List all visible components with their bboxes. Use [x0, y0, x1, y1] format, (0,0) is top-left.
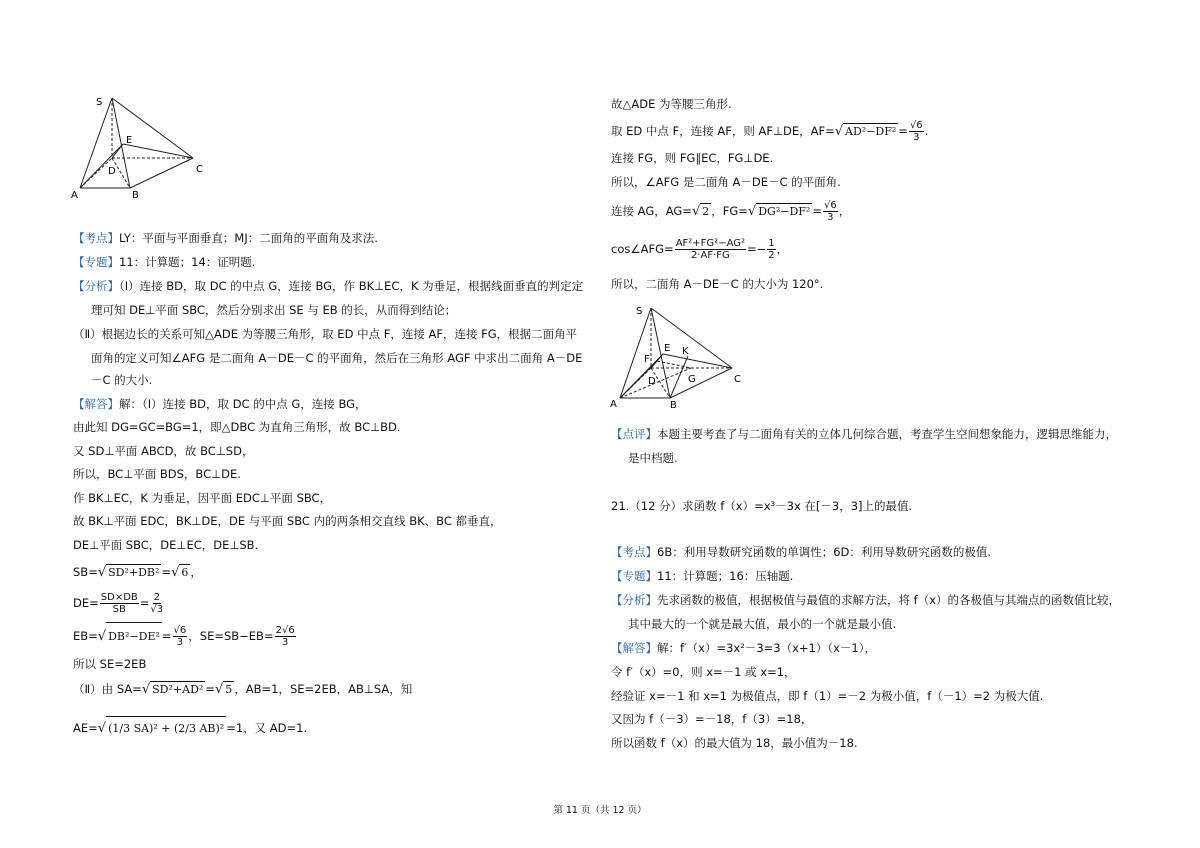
q21-fenxi-text-2: 其中最大的一个就是最大值，最小的一个就是最小值.	[628, 617, 897, 631]
part2-formula: （Ⅱ）由 SA=√ SD²+AD² =√ 5 ，AB=1，SE=2EB，AB⊥SA，知	[73, 682, 413, 697]
kaodian-line	[73, 230, 378, 246]
fg-end: ，	[838, 204, 851, 218]
af-denominator: 3	[913, 132, 920, 143]
fig2-label-c: C	[734, 374, 741, 385]
solution-line-4: 所以，BC⊥平面 BDS，BC⊥DE.	[73, 467, 241, 481]
de-denominator-2: √3	[150, 604, 164, 615]
fenxi-text-3: （Ⅱ）根据边长的关系可知△ADE 为等腰三角形，取 ED 中点 F，连接 AF，连接 FG，根据二面角平	[73, 327, 578, 341]
sb-label: SB=	[73, 565, 98, 579]
fenxi-text-5: －C 的大小.	[91, 373, 153, 387]
q21-jieda-tag: 【解答】	[611, 641, 657, 655]
zhuanti-line	[73, 254, 255, 270]
eb-eq: =	[161, 629, 172, 643]
de-eq: =	[139, 596, 150, 610]
question-21: 21.（12 分）求函数 f（x）=x³－3x 在[－3，3]上的最值.	[611, 499, 913, 513]
q21-zhuanti-text: 11：计算题；16：压轴题.	[657, 569, 794, 583]
cos-eq: =−	[747, 242, 767, 256]
zhuanti-text: 11：计算题；14：证明题.	[119, 255, 256, 269]
fig1-label-e: E	[126, 135, 133, 146]
se-numerator: 2√6	[275, 625, 295, 636]
cos-numerator: AF²+FG²−AG²	[675, 238, 745, 249]
q21-fenxi-tag: 【分析】	[611, 593, 657, 607]
jieda-text: 解：（Ⅰ）连接 BD，取 DC 的中点 G，连接 BG，	[119, 397, 367, 411]
fenxi-line	[73, 278, 583, 294]
right-line-3: 连接 FG，则 FG∥EC，FG⊥DE.	[611, 151, 774, 165]
fenxi-text-4: 面角的定义可知∠AFG 是二面角 A－DE－C 的平面角，然后在三角形 AGF 中求出二面角 A－DE	[91, 351, 583, 365]
fig1-label-d: D	[108, 166, 116, 177]
ae-label: AE=	[73, 721, 98, 735]
ag-value: 2	[702, 205, 710, 218]
cos-numerator-2: 1	[768, 238, 775, 249]
right-line-1: 故△ADE 为等腰三角形.	[611, 97, 732, 111]
fg-label: ，FG=	[711, 204, 748, 218]
q21-zhuanti-tag: 【专题】	[611, 569, 657, 583]
fenxi-text-2: 理可知 DE⊥平面 SBC，然后分别求出 SE 与 EB 的长，从而得到结论；	[91, 303, 457, 317]
sb-eq: =	[161, 565, 172, 579]
solution-line-5: 作 BK⊥EC，K 为垂足，因平面 EDC⊥平面 SBC，	[73, 491, 332, 505]
af-label: 取 ED 中点 F，连接 AF，则 AF⊥DE，AF=	[611, 124, 835, 138]
right-line-7: 所以，二面角 A－DE－C 的大小为 120°.	[611, 277, 824, 291]
de-label: DE=	[73, 596, 99, 610]
page-footer: 第 11 页（共 12 页）	[553, 805, 647, 816]
solution-line-2: 由此知 DG=GC=BG=1，即△DBC 为直角三角形，故 BC⊥BD.	[73, 420, 401, 434]
q21-jieda-line	[611, 640, 876, 656]
eb-denominator: 3	[176, 637, 184, 648]
ae-radicand: (1/3 SA)² + (2/3 AB)²	[106, 716, 226, 741]
kaodian-text: LY：平面与平面垂直；MJ：二面角的平面角及求法.	[119, 231, 378, 245]
jieda-tag: 【解答】	[73, 397, 119, 411]
fig2-label-s: S	[636, 306, 643, 317]
fg-denominator: 3	[827, 212, 834, 223]
de-denominator: SB	[112, 604, 126, 615]
fenxi-tag: 【分析】	[73, 279, 119, 293]
sa-value: 5	[225, 683, 233, 696]
zhuanti-tag: 【专题】	[73, 255, 119, 269]
af-formula: 取 ED 中点 F，连接 AF，则 AF⊥DE，AF=√ AD²−DF² = $\frac{√6}{3}$ .	[611, 120, 929, 143]
ae-formula: AE=√ (1/3 SA)² + (2/3 AB)² =1，又 AD=1.	[73, 716, 307, 741]
right-line-4: 所以，∠AFG 是二面角 A－DE－C 的平面角.	[611, 175, 841, 189]
fig2-label-f: F	[644, 354, 650, 365]
fg-eq: =	[812, 204, 822, 218]
cos-label: cos∠AFG=	[611, 242, 674, 256]
q21-fenxi-text-1: 先求函数的极值，根据极值与最值的求解方法，将 f（x）的各极值与其端点的函数值比较，	[657, 593, 1121, 607]
fig2-label-g: G	[688, 374, 696, 385]
solution-line-6: 故 BK⊥平面 EDC，BK⊥DE，DE 与平面 SBC 内的两条相交直线 BK、BC 都垂直，	[73, 514, 502, 528]
de-formula	[73, 589, 164, 617]
fig1-label-s: S	[96, 97, 103, 108]
dianping-tag: 【点评】	[611, 427, 657, 441]
sb-formula: SB=√ SD²+DB² =√ 6 ，	[73, 565, 202, 580]
cos-end: ，	[776, 242, 789, 256]
af-numerator: √6	[909, 120, 923, 131]
ag-fg-formula: 连接 AG，AG=√ 2 ，FG=√ DG²−DF² = $\frac{√6}{3}$ ，	[611, 200, 851, 223]
af-end: .	[924, 124, 929, 138]
sb-value: 6	[181, 566, 189, 579]
dianping-text-1: 本题主要考查了与二面角有关的立体几何综合题，考查学生空间想象能力，逻辑思维能力，	[657, 427, 1117, 441]
q21-kaodian-tag: 【考点】	[611, 545, 657, 559]
q21-fenxi-line	[611, 592, 1120, 608]
q21-step-2: 令 f′（x）=0，则 x=－1 或 x=1，	[611, 665, 796, 679]
solution-line-7: DE⊥平面 SBC，DE⊥EC，DE⊥SB.	[73, 538, 259, 552]
q21-step-3: 经验证 x=－1 和 x=1 为极值点，即 f（1）=－2 为极小值，f（－1）=2 为极大值.	[611, 689, 1044, 703]
fg-numerator: √6	[823, 200, 837, 211]
q21-step-4: 又因为 f（－3）=－18，f（3）=18，	[611, 712, 813, 726]
jieda-line	[73, 396, 367, 412]
dianping-line	[611, 426, 1117, 442]
eb-radicand: DB²−DE²	[106, 622, 162, 651]
kaodian-tag: 【考点】	[73, 231, 119, 245]
ae-post: =1，又 AD=1.	[226, 721, 308, 735]
q21-jieda-text: 解：f′（x）=3x²－3=3（x+1）（x－1），	[657, 641, 876, 655]
q21-step-5: 所以函数 f（x）的最大值为 18，最小值为－18.	[611, 736, 858, 750]
cos-formula	[611, 235, 788, 263]
af-eq: =	[898, 124, 908, 138]
de-numerator: SD×DB	[100, 592, 138, 603]
solution-line-8: 所以 SE=2EB	[73, 657, 147, 671]
sb-radicand: SD²+DB²	[108, 566, 160, 579]
solution-line-3: 又 SD⊥平面 ABCD，故 BC⊥SD，	[73, 444, 254, 458]
fig2-label-a: A	[610, 399, 617, 410]
cos-denominator-2: 2	[768, 250, 775, 261]
fig2-label-d: D	[648, 376, 656, 387]
sa-eq: =	[205, 682, 215, 696]
fig1-label-b: B	[132, 190, 139, 201]
sa-radicand: SD²+AD²	[152, 683, 204, 696]
q21-kaodian-line	[611, 544, 991, 560]
se-label: ，SE=SB−EB=	[188, 629, 274, 643]
fg-radicand: DG²−DF²	[758, 205, 811, 218]
q21-kaodian-text: 6B：利用导数研究函数的单调性；6D：利用导数研究函数的极值.	[657, 545, 992, 559]
fig2-label-k: K	[682, 346, 689, 357]
fenxi-text-1: （Ⅰ）连接 BD，取 DC 的中点 G，连接 BG，作 BK⊥EC，K 为垂足，根据线面垂直的判定定	[119, 279, 584, 293]
fig2-label-e: E	[664, 343, 671, 354]
fig2-label-b: B	[670, 400, 677, 411]
eb-label: EB=	[73, 629, 98, 643]
cos-denominator: 2·AF·FG	[690, 250, 730, 261]
pyramid-figure-1	[68, 92, 218, 204]
pyramid-figure-2	[606, 300, 756, 414]
af-radicand: AD²−DF²	[845, 125, 897, 138]
q21-zhuanti-line	[611, 568, 793, 584]
sa-post: ，AB=1，SE=2EB，AB⊥SA，知	[234, 682, 413, 696]
se-denominator: 3	[281, 637, 289, 648]
eb-formula: EB=√ DB²−DE² = $\frac{√6}{3}$ ，SE=SB−EB= $\frac{2√6}{3}$	[73, 622, 297, 651]
de-numerator-2: 2	[153, 592, 160, 603]
ag-label: 连接 AG，AG=	[611, 204, 692, 218]
sa-label: （Ⅱ）由 SA=	[73, 682, 142, 696]
eb-numerator: √6	[173, 625, 187, 636]
dianping-text-2: 是中档题.	[628, 451, 678, 465]
sb-end: ，	[190, 565, 202, 579]
fig1-label-a: A	[71, 190, 78, 201]
fig1-label-c: C	[196, 164, 203, 175]
